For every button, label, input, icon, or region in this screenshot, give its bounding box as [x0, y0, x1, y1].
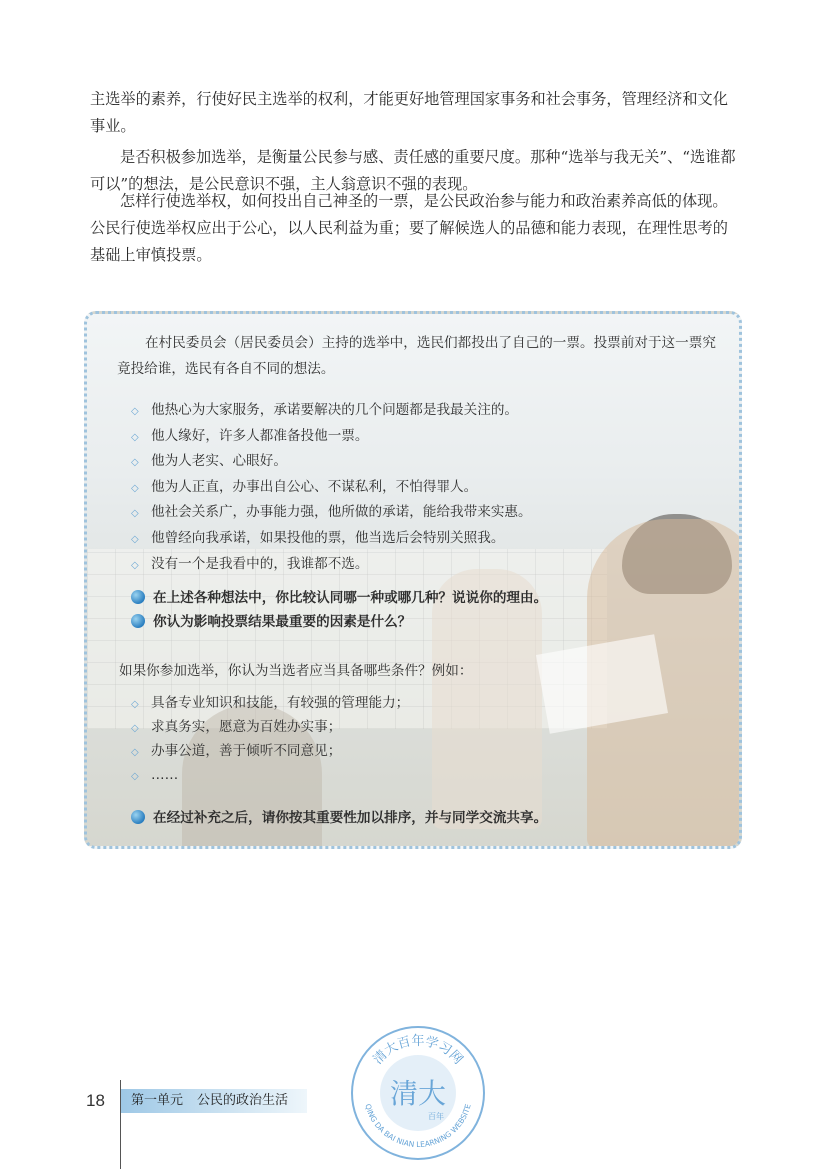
- list-item: [131, 691, 409, 715]
- discussion-question-2: [131, 611, 411, 633]
- page-number: 18: [86, 1091, 105, 1110]
- activity-intro-text: 在村民委员会（居民委员会）主持的选举中，选民们都投出了自己的一票。投票前对于这一票究竟投给谁，选民有各自不同的想法。: [117, 335, 716, 377]
- question-text: 在经过补充之后，请你按其重要性加以排序，并与同学交流共享。: [153, 810, 548, 826]
- list-item-text: 他热心为大家服务，承诺要解决的几个问题都是我最关注的。: [151, 402, 519, 418]
- unit-header-bar: [121, 1089, 307, 1113]
- diamond-bullet-icon: ◇: [131, 699, 139, 710]
- question-bullet-icon: [131, 810, 145, 824]
- list-item-text: 他社会关系广，办事能力强，他所做的承诺，能给我带来实惠。: [151, 504, 532, 521]
- list-item-text: 没有一个是我看中的，我谁都不选。: [151, 555, 369, 572]
- discussion-question-1: [131, 587, 547, 609]
- list-item: [131, 449, 532, 475]
- list-item: [131, 552, 532, 578]
- list-item: [131, 739, 409, 763]
- list-item-text: 他曾经向我承诺，如果投他的票，他当选后会特别关照我。: [151, 529, 505, 546]
- list-item-text: 具备专业知识和技能，有较强的管理能力；: [151, 695, 410, 711]
- list-item: [131, 500, 532, 526]
- diamond-bullet-icon: ◇: [131, 723, 139, 734]
- conditions-list: [131, 691, 409, 787]
- list-item: [131, 475, 532, 501]
- list-item: [131, 424, 532, 450]
- diamond-bullet-icon: ◇: [131, 406, 139, 417]
- list-item-text: ……: [151, 767, 179, 783]
- watermark-top-text: 清大百年学习网: [370, 1034, 466, 1068]
- chapter-label: 公民的政治生活: [197, 1093, 289, 1108]
- voter-opinions-list: [131, 398, 532, 577]
- diamond-bullet-icon: ◇: [131, 533, 139, 545]
- list-item-text: 求真务实，愿意为百姓办实事；: [151, 719, 342, 735]
- list-item: [131, 715, 409, 739]
- diamond-bullet-icon: ◇: [131, 747, 139, 758]
- body-paragraph-3-text: 怎样行使选举权，如何投出自己神圣的一票，是公民政治参与能力和政治素养高低的体现。公民行使选举权应出于公心，以人民利益为重；要了解候选人的品德和能力表现，在理性思考的基础上审慎投票。: [90, 192, 728, 264]
- question-text: 在上述各种想法中，你比较认同哪一种或哪几种？说说你的理由。: [153, 590, 548, 606]
- diamond-bullet-icon: ◇: [131, 457, 139, 469]
- discussion-question-3: [131, 807, 547, 829]
- question-bullet-icon: [131, 590, 145, 604]
- list-item-text: 他为人老实、心眼好。: [151, 453, 287, 470]
- diamond-bullet-icon: ◇: [131, 431, 139, 443]
- diamond-bullet-icon: ◇: [131, 771, 139, 782]
- diamond-bullet-icon: ◇: [131, 559, 139, 571]
- watermark-small-text: 百年: [428, 1112, 444, 1121]
- question-text: 你认为影响投票结果最重要的因素是什么？: [153, 614, 412, 630]
- qingda-watermark-logo: [348, 1023, 488, 1163]
- list-item: [131, 526, 532, 552]
- unit-label: 第一单元: [131, 1093, 184, 1108]
- list-item: [131, 398, 532, 424]
- list-item-text: 办事公道，善于倾听不同意见；: [151, 743, 342, 759]
- activity-intro: [117, 330, 717, 382]
- list-item-text: 他人缘好，许多人都准备投他一票。: [151, 427, 369, 444]
- diamond-bullet-icon: ◇: [131, 482, 139, 494]
- watermark-bottom-text: QING DA BAI NIAN LEARNING WEBSITE: [363, 1102, 473, 1150]
- body-paragraph-3: [90, 188, 740, 269]
- diamond-bullet-icon: ◇: [131, 508, 139, 520]
- conditions-intro: 如果你参加选举，你认为当选者应当具备哪些条件？例如：: [119, 663, 473, 679]
- question-bullet-icon: [131, 614, 145, 628]
- watermark-center-text: 清大: [389, 1077, 447, 1110]
- activity-box: [84, 311, 742, 849]
- body-paragraph-2-text: 是否积极参加选举，是衡量公民参与感、责任感的重要尺度。那种“选举与我无关”、“选谁都可以”的想法，是公民意识不强，主人翁意识不强的表现。: [90, 148, 736, 193]
- list-item: [131, 763, 409, 787]
- list-item-text: 他为人正直，办事出自公心、不谋私利，不怕得罪人。: [151, 478, 478, 495]
- body-paragraph-1: 主选举的素养，行使好民主选举的权利，才能更好地管理国家事务和社会事务，管理经济和文化事业。: [90, 90, 728, 135]
